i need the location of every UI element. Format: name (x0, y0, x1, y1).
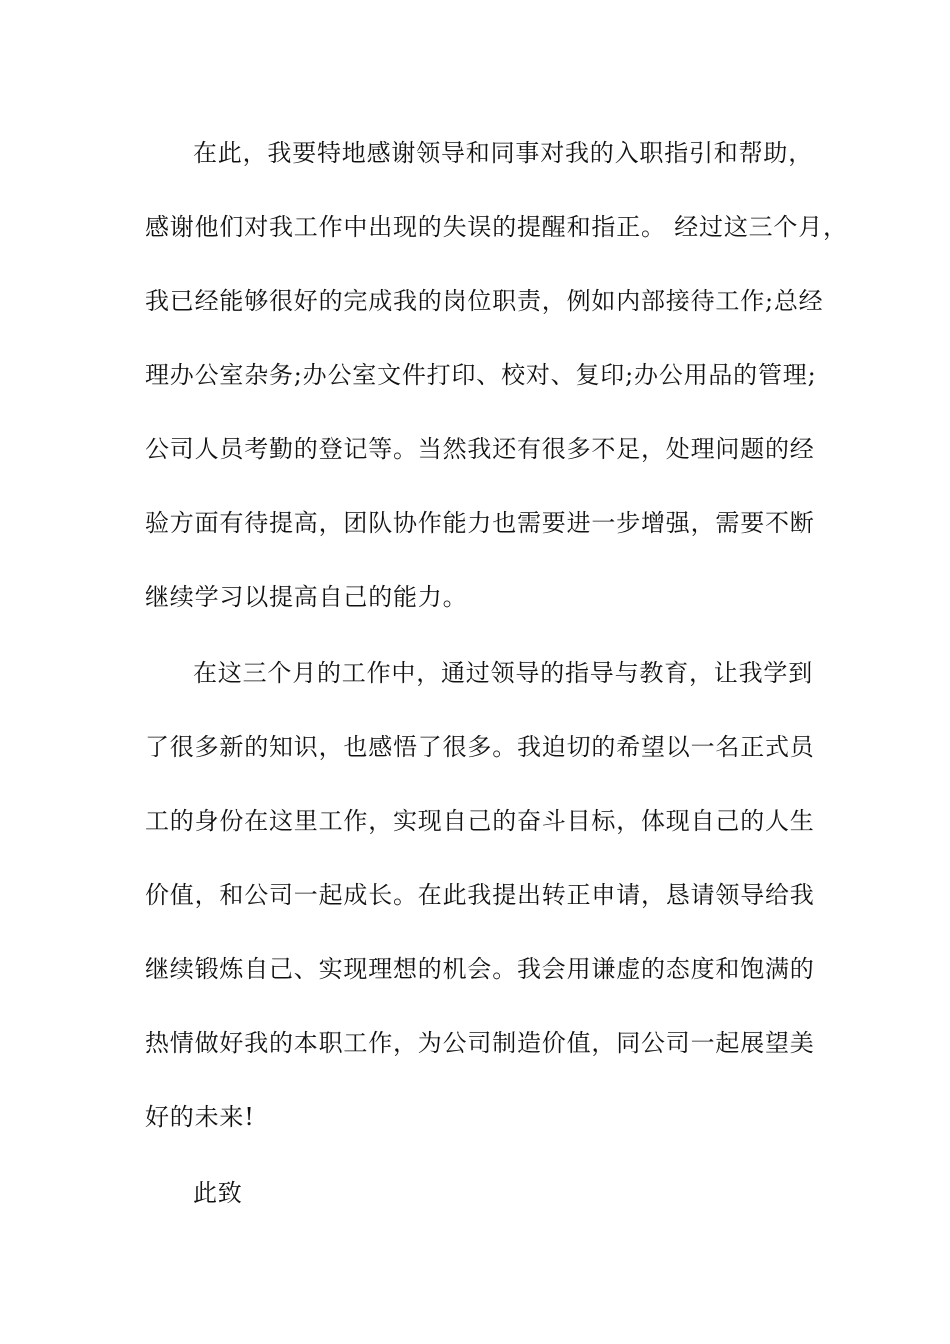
paragraph-1-line-3: 我已经能够很好的完成我的岗位职责，例如内部接待工作;总经 (145, 287, 824, 315)
paragraph-2-line-2: 了很多新的知识，也感悟了很多。我迫切的希望以一名正式员 (145, 733, 815, 761)
paragraph-2-line-5: 继续锻炼自己、实现理想的机会。我会用谦虚的态度和饱满的 (145, 955, 815, 983)
paragraph-2-line-1: 在这三个月的工作中，通过领导的指导与教育，让我学到 (193, 659, 813, 687)
paragraph-2-line-3: 工的身份在这里工作，实现自己的奋斗目标，体现自己的人生 (145, 807, 815, 835)
closing-salutation: 此致 (193, 1179, 243, 1207)
paragraph-2-line-7: 好的未来! (145, 1103, 255, 1131)
paragraph-1-line-5: 公司人员考勤的登记等。当然我还有很多不足，处理问题的经 (145, 435, 815, 463)
paragraph-1-line-2: 感谢他们对我工作中出现的失误的提醒和指正。 经过这三个月， (145, 213, 848, 241)
paragraph-2-line-6: 热情做好我的本职工作，为公司制造价值，同公司一起展望美 (145, 1029, 815, 1057)
paragraph-2-line-4: 价值，和公司一起成长。在此我提出转正申请，恳请领导给我 (145, 881, 815, 909)
paragraph-1-line-4: 理办公室杂务;办公室文件打印、校对、复印;办公用品的管理; (145, 361, 817, 389)
paragraph-1-line-1: 在此，我要特地感谢领导和同事对我的入职指引和帮助， (193, 139, 813, 167)
paragraph-1-line-7: 继续学习以提高自己的能力。 (145, 583, 468, 611)
paragraph-1-line-6: 验方面有待提高，团队协作能力也需要进一步增强，需要不断 (145, 509, 815, 537)
